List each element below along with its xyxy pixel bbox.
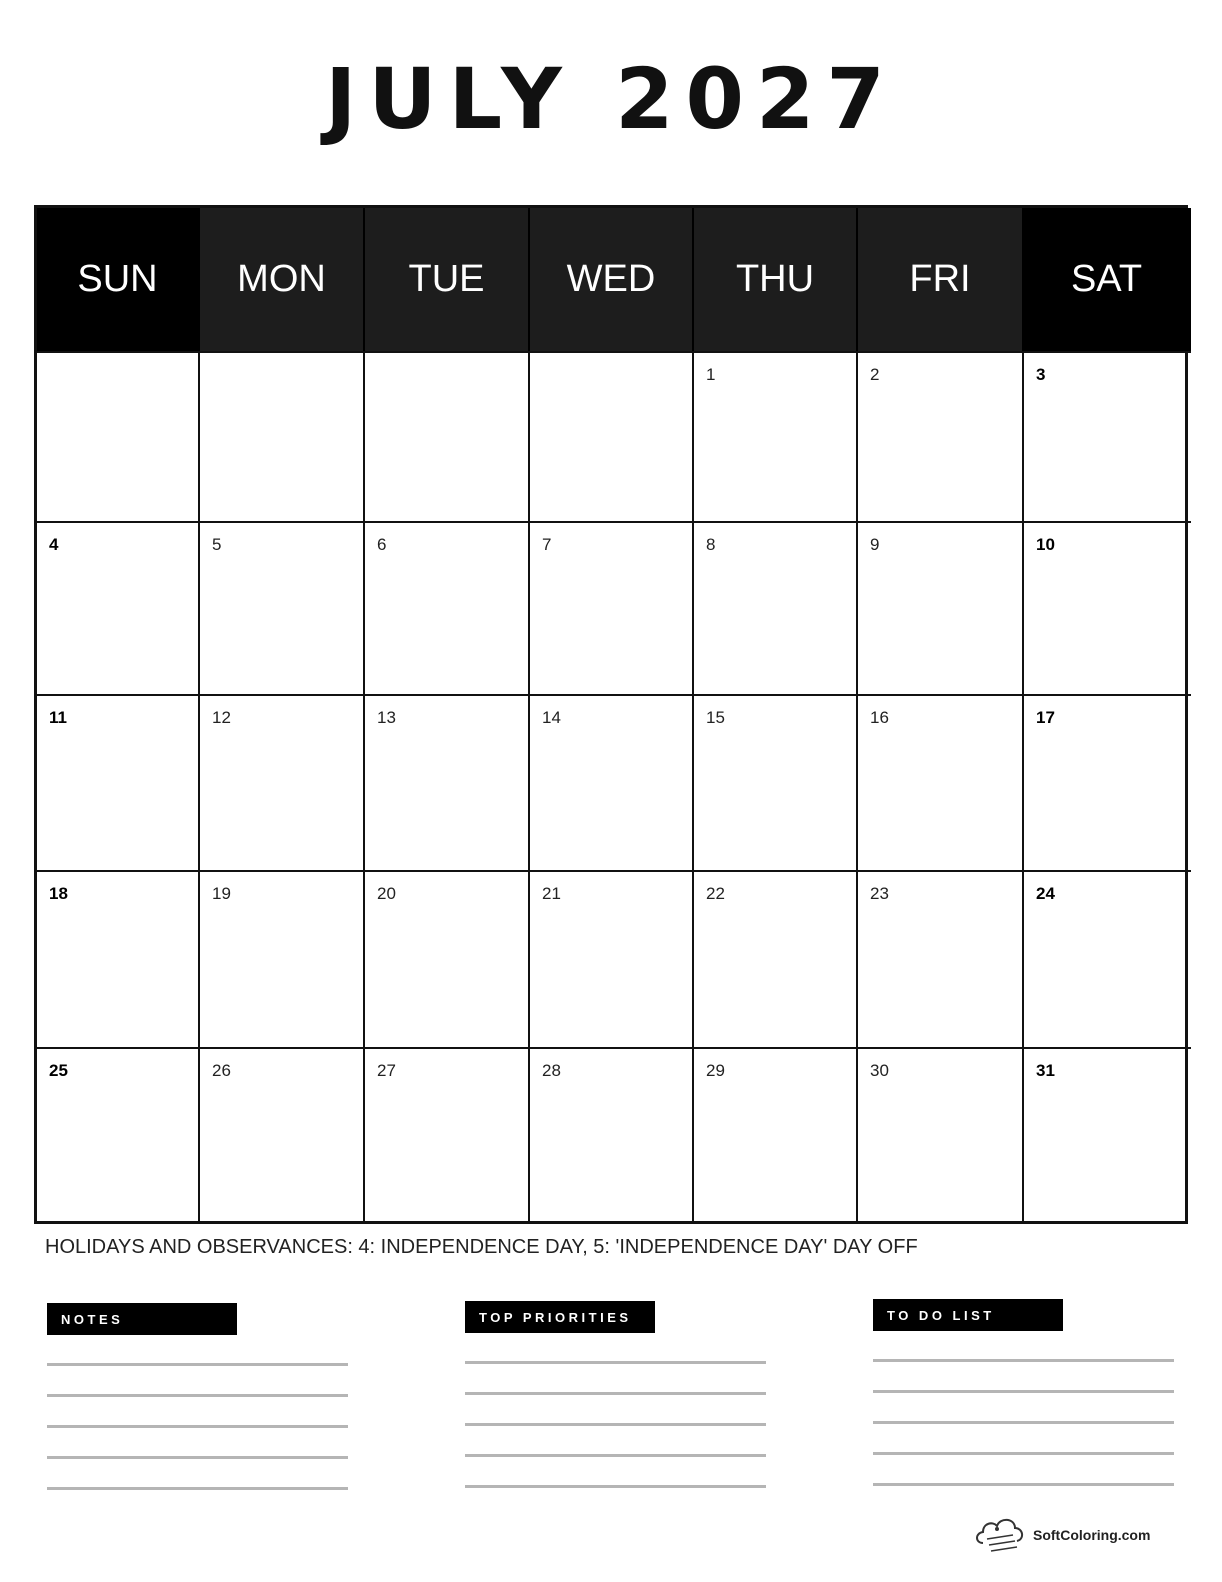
todo-line[interactable] [873,1483,1174,1486]
notes-line[interactable] [47,1425,348,1428]
day-number: 17 [1036,708,1055,727]
day-cell[interactable] [858,521,1024,694]
day-number: 30 [870,1061,889,1080]
notes-label: NOTES [47,1303,237,1335]
weekday-header-thu: THU [694,208,858,351]
day-cell[interactable] [1024,521,1191,694]
weekday-header-mon: MON [200,208,365,351]
notes-line[interactable] [47,1363,348,1366]
day-number: 13 [377,708,396,727]
day-number: 12 [212,708,231,727]
day-cell[interactable] [694,351,858,521]
weekday-header-tue: TUE [365,208,530,351]
day-number: 21 [542,884,561,903]
day-cell[interactable] [858,1047,1024,1221]
day-number: 5 [212,535,222,554]
day-number: 20 [377,884,396,903]
day-number: 23 [870,884,889,903]
notes-section [47,1303,348,1490]
day-number: 19 [212,884,231,903]
cloud-logo-icon [973,1513,1029,1557]
day-number: 7 [542,535,552,554]
watermark-text: SoftColoring.com [1033,1527,1151,1543]
day-cell[interactable] [694,1047,858,1221]
priorities-line[interactable] [465,1454,766,1457]
day-number: 28 [542,1061,561,1080]
day-cell[interactable] [1024,1047,1191,1221]
top-priorities-label: TOP PRIORITIES [465,1301,655,1333]
day-number: 25 [49,1061,68,1080]
day-number: 8 [706,535,716,554]
todo-line[interactable] [873,1452,1174,1455]
notes-line[interactable] [47,1487,348,1490]
day-cell[interactable] [530,694,694,870]
day-cell[interactable] [37,870,200,1047]
day-cell[interactable] [530,1047,694,1221]
todo-line[interactable] [873,1421,1174,1424]
day-cell[interactable] [1024,870,1191,1047]
day-number: 26 [212,1061,231,1080]
day-number: 11 [49,708,67,727]
day-cell[interactable] [530,351,694,521]
day-number: 9 [870,535,880,554]
to-do-list-label: TO DO LIST [873,1299,1063,1331]
day-cell[interactable] [530,870,694,1047]
day-cell[interactable] [365,1047,530,1221]
weekday-header-sun: SUN [37,208,200,351]
priorities-line[interactable] [465,1392,766,1395]
day-cell[interactable] [365,870,530,1047]
day-cell[interactable] [37,1047,200,1221]
day-cell[interactable] [858,870,1024,1047]
day-cell[interactable] [37,521,200,694]
day-cell[interactable] [37,351,200,521]
day-cell[interactable] [858,694,1024,870]
weekday-header-wed: WED [530,208,694,351]
day-cell[interactable] [1024,694,1191,870]
day-number: 22 [706,884,725,903]
day-cell[interactable] [200,351,365,521]
day-cell[interactable] [858,351,1024,521]
day-number: 16 [870,708,889,727]
day-number: 29 [706,1061,725,1080]
weekday-header-fri: FRI [858,208,1024,351]
todo-line[interactable] [873,1359,1174,1362]
priorities-line[interactable] [465,1361,766,1364]
day-cell[interactable] [694,694,858,870]
priorities-line[interactable] [465,1423,766,1426]
day-cell[interactable] [694,521,858,694]
priorities-line[interactable] [465,1485,766,1488]
day-cell[interactable] [365,521,530,694]
day-number: 4 [49,535,59,554]
weekday-header-sat: SAT [1024,208,1191,351]
day-cell[interactable] [365,694,530,870]
day-cell[interactable] [200,870,365,1047]
day-number: 6 [377,535,387,554]
calendar-grid [34,205,1188,1224]
todo-line[interactable] [873,1390,1174,1393]
notes-line[interactable] [47,1394,348,1397]
day-number: 3 [1036,365,1046,384]
day-cell[interactable] [200,521,365,694]
watermark-logo [973,1513,1150,1557]
day-number: 2 [870,365,880,384]
day-number: 18 [49,884,68,903]
day-number: 1 [706,365,716,384]
day-cell[interactable] [200,694,365,870]
day-cell[interactable] [200,1047,365,1221]
day-cell[interactable] [37,694,200,870]
day-cell[interactable] [1024,351,1191,521]
day-number: 15 [706,708,725,727]
day-number: 31 [1036,1061,1055,1080]
day-cell[interactable] [530,521,694,694]
top-priorities-section [465,1301,766,1488]
holidays-note: HOLIDAYS AND OBSERVANCES: 4: INDEPENDENCE DAY, 5: 'INDEPENDENCE DAY' DAY OFF [45,1236,918,1258]
day-cell[interactable] [365,351,530,521]
day-number: 27 [377,1061,396,1080]
day-number: 10 [1036,535,1055,554]
notes-line[interactable] [47,1456,348,1459]
day-number: 14 [542,708,561,727]
day-number: 24 [1036,884,1055,903]
page-title: JULY 2027 [325,50,897,148]
day-cell[interactable] [694,870,858,1047]
to-do-list-section [873,1299,1174,1486]
